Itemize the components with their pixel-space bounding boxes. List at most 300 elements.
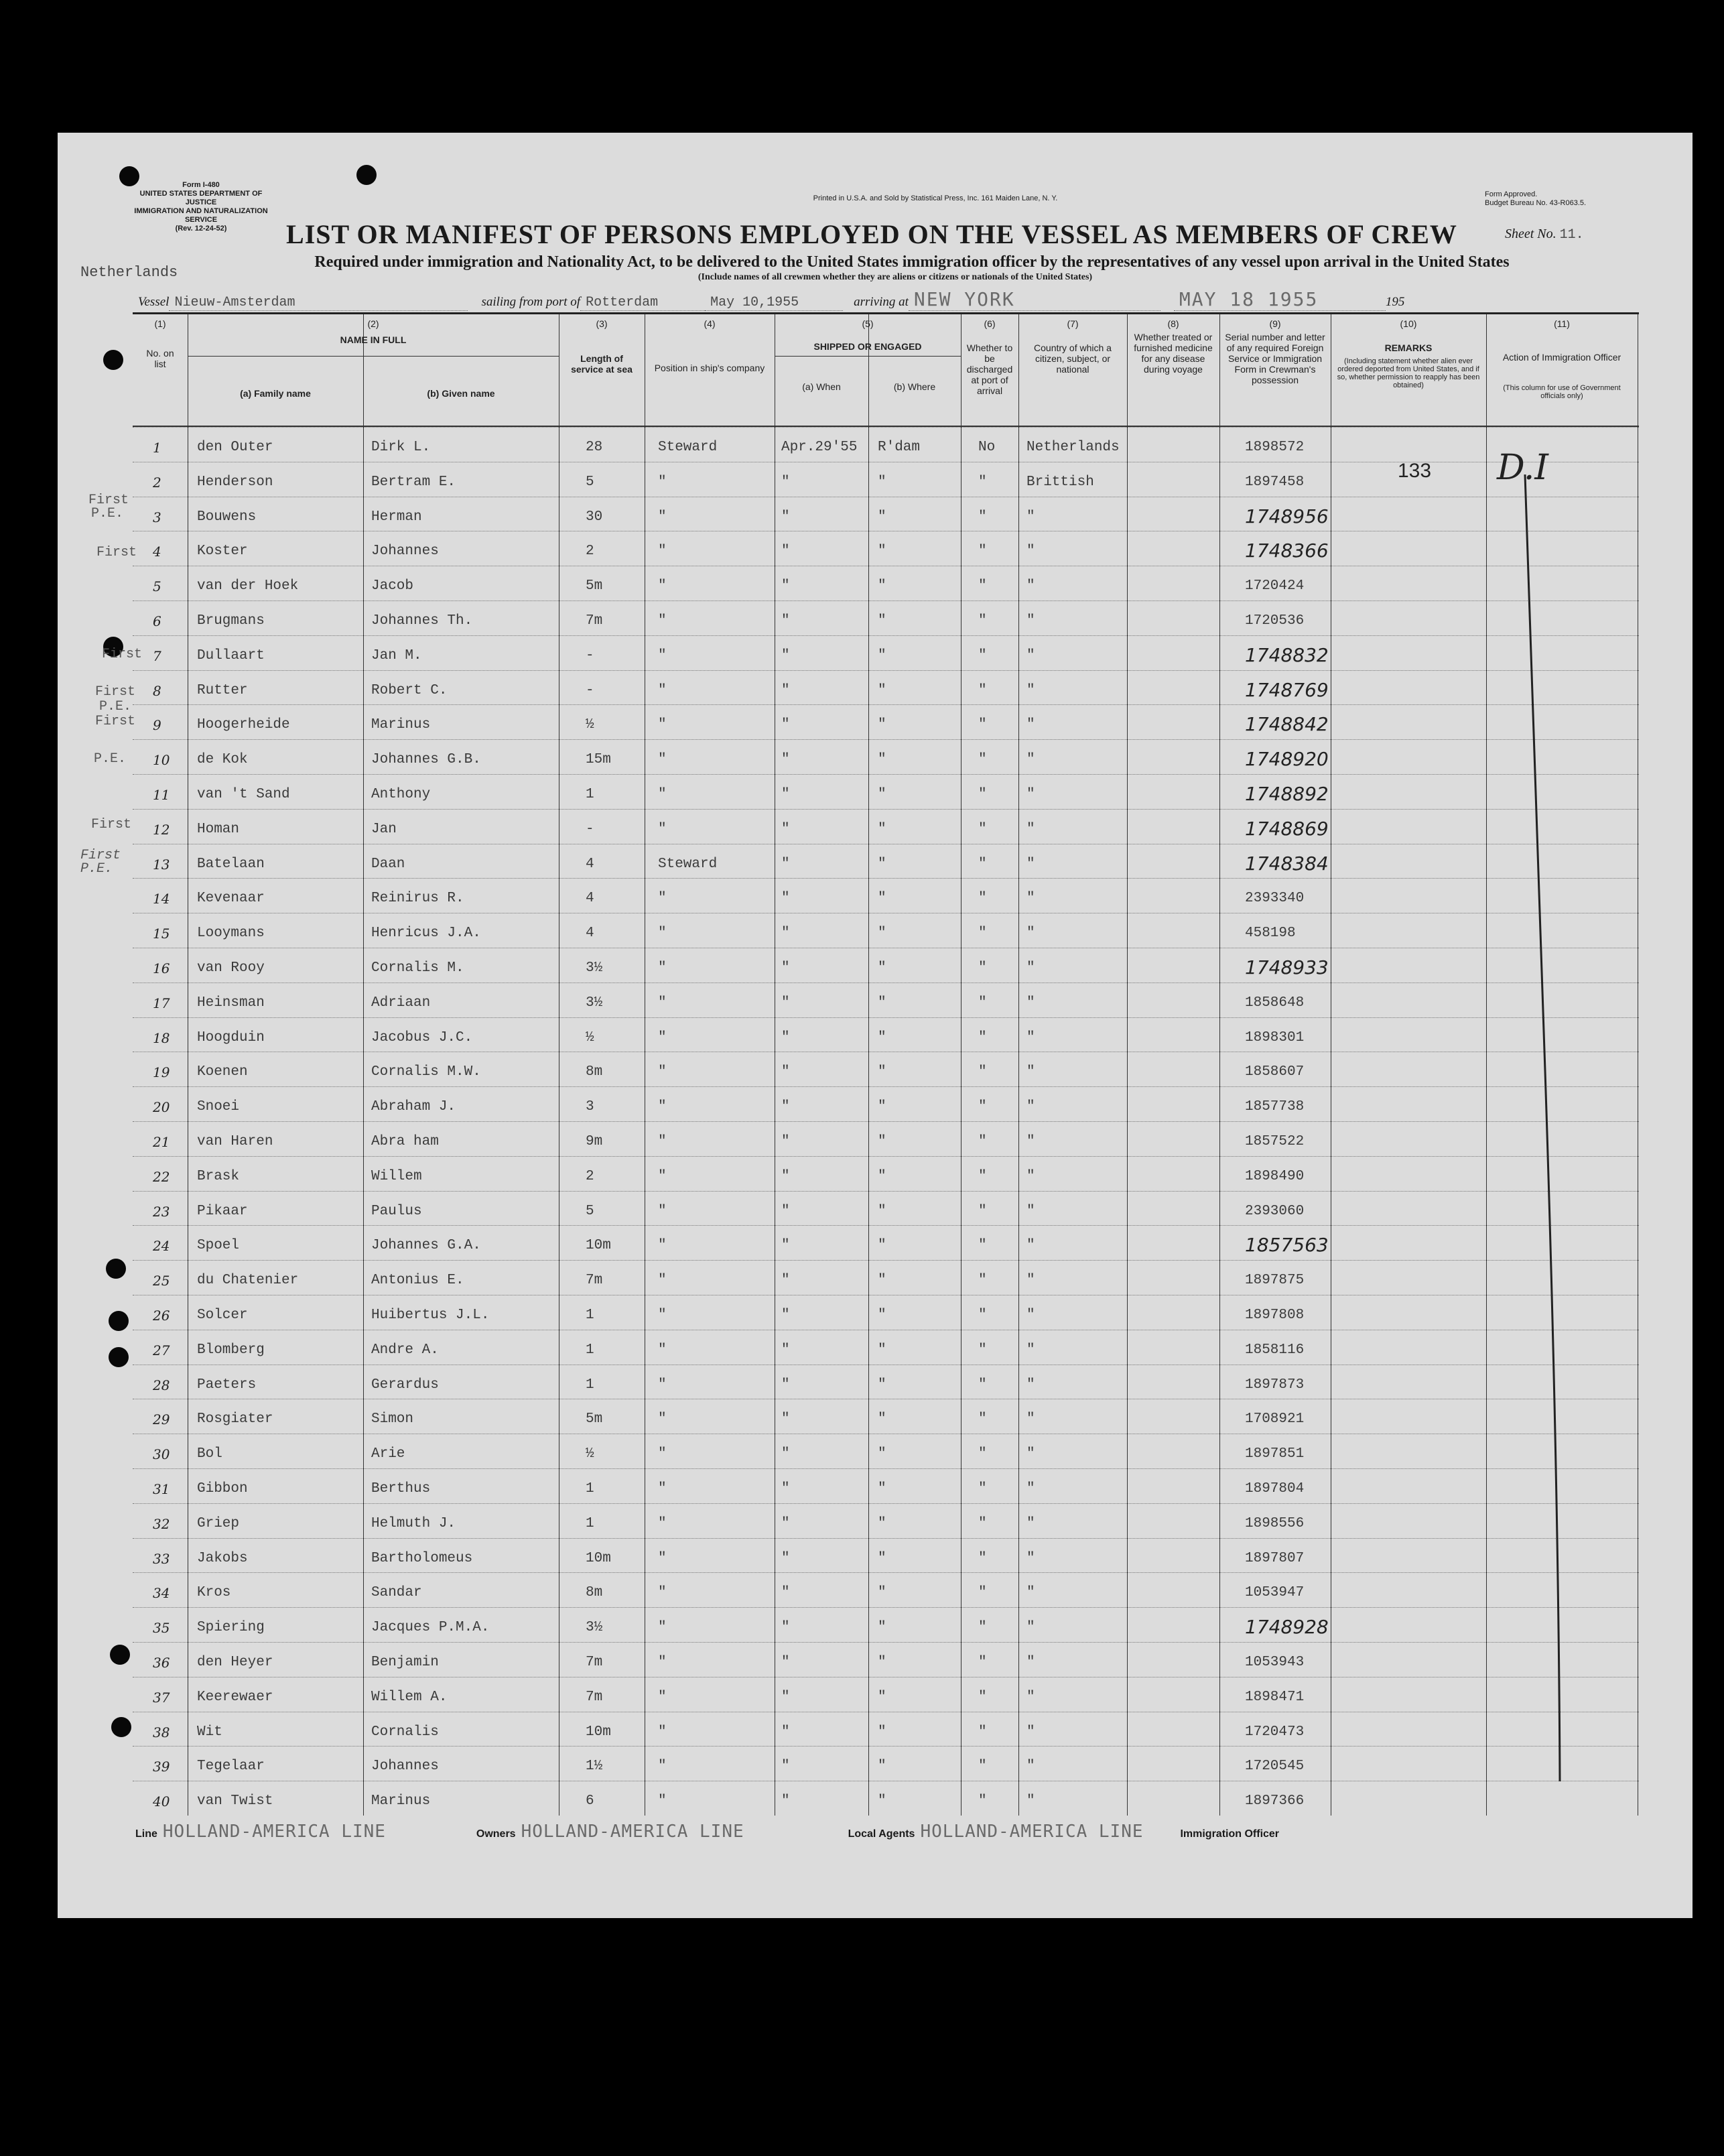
serial-number: 1898471 — [1245, 1689, 1305, 1705]
hdr-c10-num: (10) — [1400, 318, 1417, 329]
shipped-when: " — [781, 960, 790, 976]
discharged: " — [978, 995, 987, 1011]
sheet-number — [1505, 227, 1584, 243]
table-row — [133, 1434, 1639, 1469]
hdr-c11-num: (11) — [1554, 318, 1570, 329]
discharged: " — [978, 1411, 987, 1428]
shipped-where: " — [878, 1724, 886, 1740]
shipped-where: " — [878, 995, 886, 1011]
shipped-when: " — [781, 1099, 790, 1115]
service-length: 1 — [586, 1377, 594, 1393]
shipped-when: " — [781, 474, 790, 490]
family-name: Jakobs — [197, 1550, 248, 1566]
country: " — [1026, 1620, 1035, 1636]
serial-number: 1748920 — [1245, 748, 1329, 771]
service-length: 6 — [586, 1793, 594, 1810]
margin-note: First — [88, 493, 129, 508]
service-length: 1 — [586, 1481, 594, 1497]
service-length: 4 — [586, 856, 594, 872]
shipped-when: " — [781, 1064, 790, 1080]
position: " — [658, 1411, 667, 1428]
family-name: Wit — [197, 1724, 222, 1740]
country: " — [1026, 1029, 1035, 1045]
hdr-remarks: REMARKS — [1384, 342, 1433, 353]
shipped-where: " — [878, 613, 886, 629]
discharged: " — [978, 891, 987, 907]
shipped-where: R'dam — [878, 440, 921, 455]
family-name: van Haren — [197, 1134, 273, 1149]
table-row — [133, 566, 1639, 601]
shipped-when: " — [781, 995, 790, 1011]
discharged: " — [978, 1342, 987, 1358]
shipped-when: " — [781, 682, 790, 698]
hdr-c5-num: (5) — [862, 318, 874, 329]
discharged: " — [978, 1203, 987, 1219]
serial-number: 1897804 — [1245, 1481, 1305, 1497]
shipped-where: " — [878, 1446, 886, 1462]
country: " — [1026, 1168, 1035, 1184]
table-row — [133, 1330, 1639, 1365]
country: " — [1026, 509, 1035, 525]
discharged: " — [978, 1134, 987, 1149]
family-name: Homan — [197, 821, 240, 837]
position: " — [658, 1134, 667, 1149]
row-number: 23 — [153, 1203, 170, 1220]
crew-manifest-sheet — [58, 133, 1693, 1918]
position: " — [658, 1342, 667, 1358]
row-number: 12 — [153, 821, 170, 838]
given-name: Arie — [371, 1446, 405, 1462]
discharged: " — [978, 1273, 987, 1289]
immigration-officer-label: Immigration Officer — [1180, 1828, 1280, 1840]
discharged: " — [978, 1759, 987, 1775]
row-number: 28 — [153, 1377, 170, 1393]
serial-number: 1858116 — [1245, 1342, 1305, 1358]
position: " — [658, 1793, 667, 1810]
hdr-no-on-list: No. on list — [146, 348, 174, 369]
arrival-date: MAY 18 1955 — [1174, 288, 1386, 311]
given-name: Adriaan — [371, 995, 431, 1011]
row-number: 38 — [153, 1724, 170, 1740]
shipped-where: " — [878, 682, 886, 698]
service-length: 5m — [586, 1411, 603, 1428]
punch-hole — [356, 165, 377, 185]
shipped-where: " — [878, 578, 886, 594]
table-row — [133, 878, 1639, 913]
serial-number: 1857522 — [1245, 1134, 1305, 1149]
family-name: Kevenaar — [197, 891, 265, 907]
table-row — [133, 1677, 1639, 1712]
given-name: Andre A. — [371, 1342, 439, 1358]
discharged: " — [978, 1620, 987, 1636]
family-name: du Chatenier — [197, 1273, 299, 1289]
country: " — [1026, 1342, 1035, 1358]
table-row — [133, 1225, 1639, 1261]
shipped-where: " — [878, 1203, 886, 1219]
agents-label: Local Agents — [848, 1828, 915, 1840]
position: " — [658, 1481, 667, 1497]
shipped-when: " — [781, 1515, 790, 1531]
serial-number: 1898572 — [1245, 440, 1305, 455]
shipped-where: " — [878, 1585, 886, 1601]
shipped-where: " — [878, 787, 886, 802]
country: " — [1026, 1655, 1035, 1670]
country: " — [1026, 1724, 1035, 1740]
position: " — [658, 787, 667, 802]
shipped-where: " — [878, 1793, 886, 1810]
shipped-where: " — [878, 1099, 886, 1115]
hdr-remarks-note: (Including statement whether alien ever ordered deported from United States, and if so, whether permission to reapply has been obtained) — [1337, 357, 1480, 389]
row-number: 21 — [153, 1134, 170, 1150]
row-number: 6 — [153, 613, 161, 629]
service-length: 7m — [586, 613, 603, 629]
position: " — [658, 821, 667, 837]
row-number: 8 — [153, 682, 161, 699]
officer-stroke — [1518, 468, 1572, 1828]
table-row — [133, 670, 1639, 706]
country: " — [1026, 960, 1035, 976]
row-number: 36 — [153, 1655, 170, 1671]
serial-number: 2393060 — [1245, 1203, 1305, 1219]
hdr-action-note: (This column for use of Government officials only) — [1503, 384, 1621, 400]
hdr-discharged: Whether to be discharged at port of arrival — [966, 342, 1013, 396]
given-name: Helmuth J. — [371, 1515, 456, 1531]
hdr-given-name: (b) Given name — [427, 388, 495, 399]
shipped-when: " — [781, 1793, 790, 1810]
discharged: " — [978, 1099, 987, 1115]
serial-number: 1748928 — [1245, 1616, 1329, 1639]
table-row — [133, 635, 1639, 671]
shipped-when: " — [781, 891, 790, 907]
position: " — [658, 682, 667, 698]
shipped-where: " — [878, 474, 886, 490]
country: " — [1026, 613, 1035, 629]
row-number: 30 — [153, 1446, 170, 1463]
given-name: Berthus — [371, 1481, 431, 1497]
table-row — [133, 1746, 1639, 1781]
discharged: " — [978, 1585, 987, 1601]
sheet-label: Sheet No. — [1505, 227, 1556, 241]
discharged: " — [978, 1655, 987, 1670]
position: " — [658, 1273, 667, 1289]
margin-note: P.E. — [91, 506, 124, 521]
table-row — [133, 1052, 1639, 1087]
shipped-when: " — [781, 1377, 790, 1393]
service-length: 28 — [586, 440, 603, 455]
hdr-length-of-service: Length of service at sea — [571, 353, 633, 375]
vessel-label: Vessel — [138, 295, 170, 309]
family-name: Rosgiater — [197, 1411, 273, 1428]
shipped-where: " — [878, 1342, 886, 1358]
service-length: 15m — [586, 752, 611, 768]
country: " — [1026, 856, 1035, 872]
discharged: No — [978, 440, 996, 455]
serial-number: 1748956 — [1245, 505, 1329, 527]
printer-note: Printed in U.S.A. and Sold by Statistical Press, Inc. 161 Maiden Lane, N. Y. — [813, 194, 1058, 202]
row-number: 2 — [153, 474, 161, 491]
row-number: 15 — [153, 926, 170, 942]
position: " — [658, 891, 667, 907]
shipped-when: " — [781, 1411, 790, 1428]
family-name: Koster — [197, 544, 248, 560]
hdr-c2-num: (2) — [367, 318, 379, 329]
country: " — [1026, 647, 1035, 663]
budget-bureau-no: Budget Bureau No. 43-R063.5. — [1485, 199, 1587, 207]
serial-number: 1748384 — [1245, 852, 1329, 875]
shipped-when: " — [781, 1620, 790, 1636]
shipped-when: " — [781, 717, 790, 733]
country: " — [1026, 717, 1035, 733]
page-title: LIST OR MANIFEST OF PERSONS EMPLOYED ON THE VESSEL AS MEMBERS OF CREW — [286, 219, 1457, 249]
owners-stamp: HOLLAND-AMERICA LINE — [521, 1822, 744, 1842]
serial-number: 1897808 — [1245, 1308, 1305, 1323]
footer — [135, 1822, 1676, 1842]
hdr-c3-num: (3) — [596, 318, 608, 329]
given-name: Johannes Th. — [371, 613, 473, 629]
shipped-where: " — [878, 1029, 886, 1045]
given-name: Paulus — [371, 1203, 422, 1219]
family-name: Spoel — [197, 1238, 240, 1254]
serial-number: 1897807 — [1245, 1550, 1305, 1566]
family-name: Koenen — [197, 1064, 248, 1080]
discharged: " — [978, 717, 987, 733]
discharged: " — [978, 1238, 987, 1254]
table-row — [133, 739, 1639, 775]
given-name: Jacques P.M.A. — [371, 1620, 490, 1636]
service-length: - — [586, 682, 594, 698]
service-length: 3½ — [586, 960, 603, 976]
position: " — [658, 1203, 667, 1219]
serial-number: 1857563 — [1245, 1234, 1329, 1257]
serial-number: 1720424 — [1245, 578, 1305, 594]
serial-number: 1898301 — [1245, 1029, 1305, 1045]
serial-number: 1857738 — [1245, 1099, 1305, 1115]
country: " — [1026, 1064, 1035, 1080]
position: Steward — [658, 440, 718, 455]
position: " — [658, 1550, 667, 1566]
country: " — [1026, 1515, 1035, 1531]
row-number: 35 — [153, 1620, 170, 1637]
discharged: " — [978, 1481, 987, 1497]
hdr-c1-num: (1) — [154, 318, 166, 329]
hdr-country: Country of which a citizen, subject, or national — [1034, 342, 1112, 375]
discharged: " — [978, 613, 987, 629]
position: " — [658, 1620, 667, 1636]
family-name: Kros — [197, 1585, 231, 1601]
hdr-serial: Serial number and letter of any required Foreign Service or Immigration Form in Crewman's possession — [1225, 332, 1325, 385]
shipped-when: " — [781, 1689, 790, 1705]
discharged: " — [978, 821, 987, 837]
position: " — [658, 1759, 667, 1775]
serial-number: 1748366 — [1245, 540, 1329, 562]
serial-number: 1897875 — [1245, 1273, 1305, 1289]
service-length: 9m — [586, 1134, 603, 1149]
service-length: 10m — [586, 1550, 611, 1566]
serial-number: 1748933 — [1245, 956, 1329, 978]
serial-number: 1897873 — [1245, 1377, 1305, 1393]
arriving-label: arriving at — [854, 295, 909, 309]
row-number: 29 — [153, 1411, 170, 1428]
position: " — [658, 1064, 667, 1080]
row-number: 33 — [153, 1550, 170, 1567]
service-length: ½ — [586, 1029, 594, 1045]
row-number: 27 — [153, 1342, 170, 1358]
country: " — [1026, 752, 1035, 768]
table-row — [133, 1399, 1639, 1434]
country: " — [1026, 544, 1035, 560]
shipped-where: " — [878, 1620, 886, 1636]
service-length: 2 — [586, 544, 594, 560]
table-row — [133, 704, 1639, 740]
position: " — [658, 752, 667, 768]
shipped-where: " — [878, 1273, 886, 1289]
row-number: 26 — [153, 1308, 170, 1324]
shipped-when: " — [781, 1446, 790, 1462]
hdr-treated: Whether treated or furnished medicine for any disease during voyage — [1134, 332, 1213, 375]
shipped-when: " — [781, 544, 790, 560]
given-name: Marinus — [371, 1793, 431, 1810]
discharged: " — [978, 1689, 987, 1705]
shipped-when: " — [781, 787, 790, 802]
shipped-where: " — [878, 1308, 886, 1323]
row-number: 10 — [153, 752, 170, 769]
position: " — [658, 1689, 667, 1705]
include-note: (Include names of all crewmen whether they are aliens or citizens or nationals of the United States) — [698, 272, 1093, 282]
position: " — [658, 1099, 667, 1115]
table-row — [133, 774, 1639, 810]
table-row — [133, 1781, 1639, 1816]
department-name: UNITED STATES DEPARTMENT OF JUSTICE — [139, 190, 263, 206]
position: " — [658, 474, 667, 490]
country: " — [1026, 787, 1035, 802]
serial-number: 2393340 — [1245, 891, 1305, 907]
row-number: 20 — [153, 1099, 170, 1116]
position: " — [658, 1724, 667, 1740]
shipped-when: " — [781, 1308, 790, 1323]
family-name: Hoogduin — [197, 1029, 265, 1045]
discharged: " — [978, 1064, 987, 1080]
family-name: Batelaan — [197, 856, 265, 872]
discharged: " — [978, 1029, 987, 1045]
shipped-where: " — [878, 1481, 886, 1497]
family-name: Rutter — [197, 682, 248, 698]
margin-note: P.E. — [80, 861, 113, 877]
country: " — [1026, 1273, 1035, 1289]
row-number: 9 — [153, 717, 161, 734]
hdr-c7-num: (7) — [1067, 318, 1079, 329]
given-name: Henricus J.A. — [371, 926, 481, 942]
table-row — [133, 427, 1639, 462]
table-row — [133, 1712, 1639, 1747]
country: " — [1026, 1759, 1035, 1775]
given-name: Abra ham — [371, 1134, 439, 1149]
service-length: 3 — [586, 1099, 594, 1115]
given-name: Cornalis M. — [371, 960, 464, 976]
discharged: " — [978, 1308, 987, 1323]
crew-table — [133, 312, 1639, 1816]
punch-hole — [109, 1347, 129, 1367]
country: " — [1026, 821, 1035, 837]
table-row — [133, 1191, 1639, 1226]
table-row — [133, 1468, 1639, 1504]
shipped-where: " — [878, 960, 886, 976]
family-name: Hoogerheide — [197, 717, 290, 733]
margin-note: First — [95, 684, 136, 700]
shipped-where: " — [878, 1689, 886, 1705]
given-name: Simon — [371, 1411, 414, 1428]
serial-number: 1897366 — [1245, 1793, 1305, 1810]
serial-number: 1053943 — [1245, 1655, 1305, 1670]
position: " — [658, 509, 667, 525]
given-name: Dirk L. — [371, 440, 431, 455]
shipped-when: " — [781, 578, 790, 594]
family-name: van Twist — [197, 1793, 273, 1810]
service-length: 7m — [586, 1655, 603, 1670]
table-row — [133, 809, 1639, 844]
service-length: 3½ — [586, 995, 603, 1011]
position: " — [658, 647, 667, 663]
form-approved: Form Approved. — [1485, 190, 1538, 198]
country: " — [1026, 578, 1035, 594]
country: Brittish — [1026, 474, 1094, 490]
family-name: Brugmans — [197, 613, 265, 629]
port-of-departure: Rotterdam — [580, 295, 705, 311]
discharged: " — [978, 578, 987, 594]
serial-number: 1053947 — [1245, 1585, 1305, 1601]
vessel-name: Nieuw-Amsterdam — [169, 295, 468, 311]
position: " — [658, 1515, 667, 1531]
position: " — [658, 544, 667, 560]
hdr-c4-num: (4) — [704, 318, 716, 329]
shipped-where: " — [878, 1168, 886, 1184]
family-name: de Kok — [197, 752, 248, 768]
service-length: 1 — [586, 1308, 594, 1323]
family-name: Snoei — [197, 1099, 240, 1115]
service-length: 1 — [586, 1342, 594, 1358]
table-row — [133, 1642, 1639, 1677]
table-row — [133, 1295, 1639, 1330]
row-number: 17 — [153, 995, 170, 1011]
vessel-flag: Netherlands — [80, 264, 178, 281]
shipped-where: " — [878, 1377, 886, 1393]
service-length: ½ — [586, 717, 594, 733]
service-length: 1½ — [586, 1759, 603, 1775]
margin-note: P.E. — [94, 751, 127, 767]
position: " — [658, 995, 667, 1011]
vessel-line — [138, 288, 1679, 311]
given-name: Bartholomeus — [371, 1550, 473, 1566]
shipped-where: " — [878, 821, 886, 837]
row-number: 3 — [153, 509, 161, 525]
shipped-when: " — [781, 926, 790, 942]
family-name: Bouwens — [197, 509, 257, 525]
service-length: 7m — [586, 1273, 603, 1289]
country: " — [1026, 1585, 1035, 1601]
serial-number: 1858648 — [1245, 995, 1305, 1011]
sheet-value: 11. — [1559, 227, 1584, 243]
service-length: 1 — [586, 787, 594, 802]
table-row — [133, 600, 1639, 636]
hdr-family-name: (a) Family name — [240, 388, 311, 399]
position: " — [658, 1446, 667, 1462]
given-name: Abraham J. — [371, 1099, 456, 1115]
service-length: 1 — [586, 1515, 594, 1531]
position: " — [658, 1029, 667, 1045]
table-row — [133, 1086, 1639, 1122]
shipped-when: " — [781, 509, 790, 525]
shipped-when: " — [781, 1203, 790, 1219]
margin-note: First — [91, 817, 132, 832]
